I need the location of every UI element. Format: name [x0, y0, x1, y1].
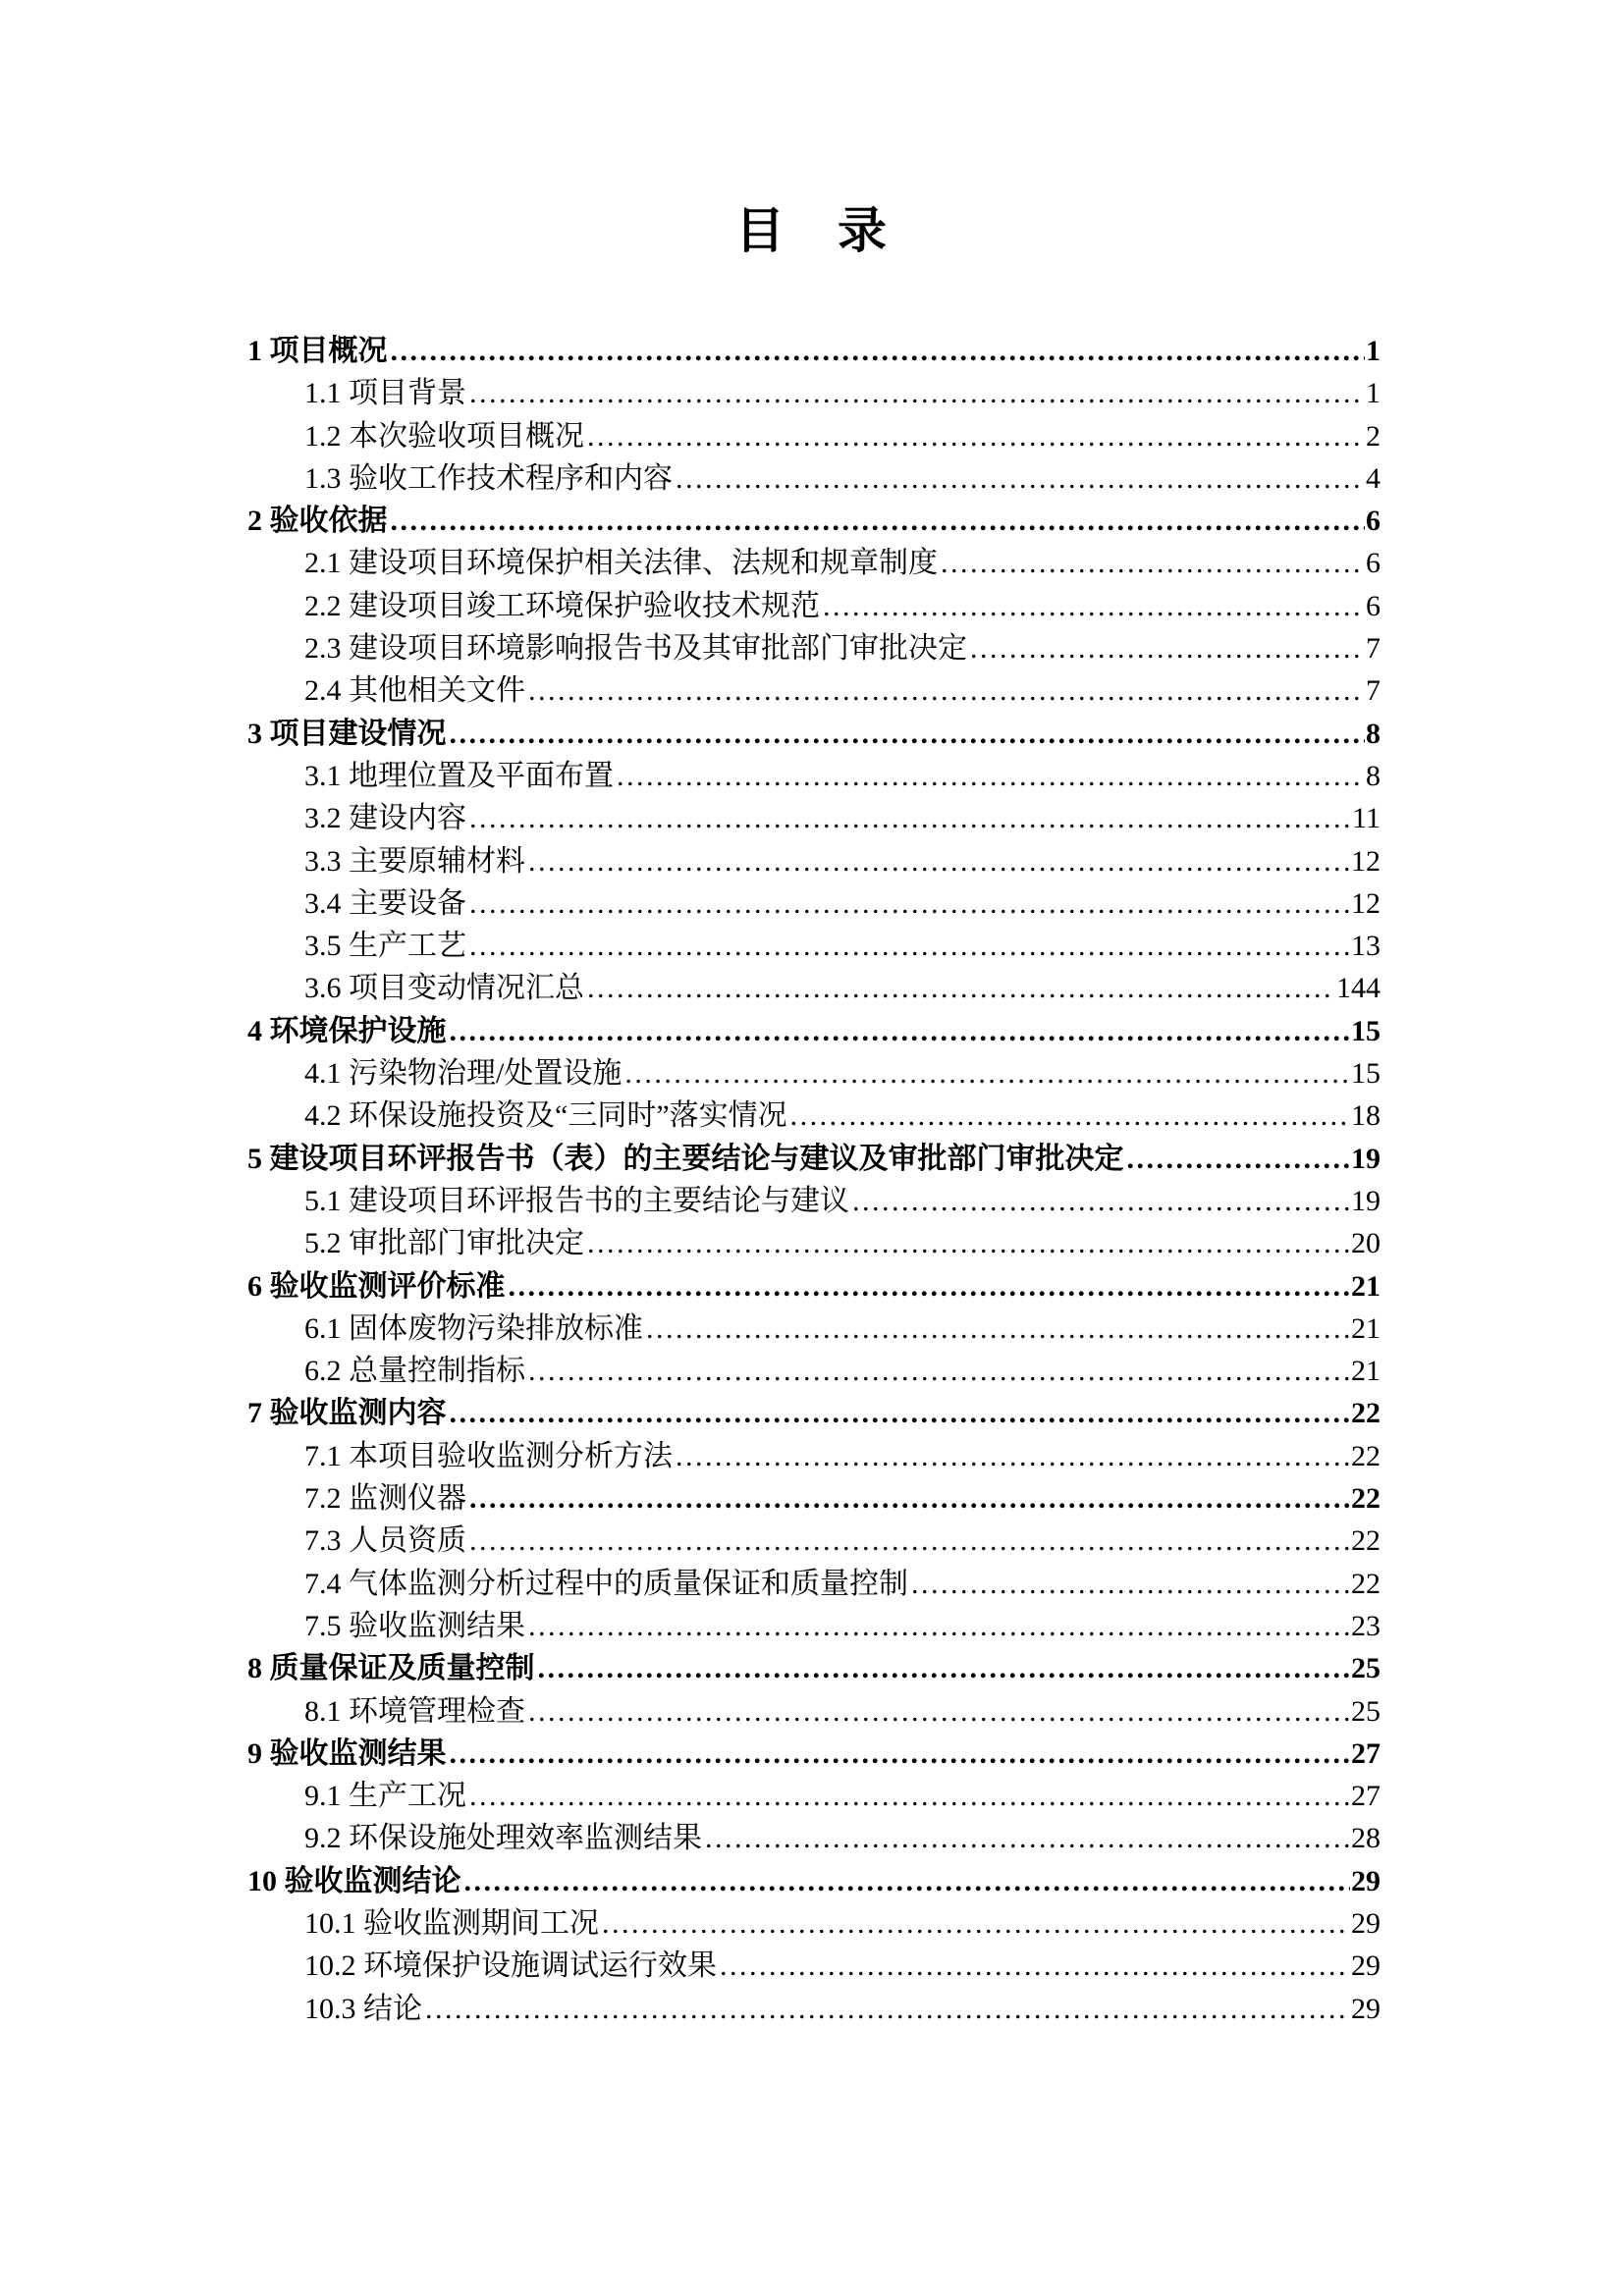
- toc-page-number: 4: [1366, 461, 1380, 495]
- toc-entry[interactable]: [247, 1775, 1380, 1817]
- toc-leader-dots: [528, 1690, 1350, 1733]
- toc-entry-label: 7.5 验收监测结果: [304, 1609, 525, 1642]
- toc-entry[interactable]: [247, 1010, 1380, 1052]
- toc-entry[interactable]: [247, 1392, 1380, 1434]
- toc-page-number: 19: [1351, 1142, 1380, 1175]
- toc-leader-dots: [587, 415, 1365, 457]
- toc-entry-label: 3 项目建设情况: [247, 717, 447, 750]
- toc-entry[interactable]: [247, 330, 1380, 372]
- toc-entry-label: 2.3 建设项目环境影响报告书及其审批部门审批决定: [304, 632, 967, 666]
- toc-page-number: 27: [1351, 1780, 1380, 1813]
- toc-page-number: 22: [1351, 1567, 1380, 1600]
- toc-page-number: 20: [1351, 1227, 1380, 1260]
- toc-page-number: 8: [1366, 717, 1380, 750]
- toc-entry-label: 9.2 环保设施处理效率监测结果: [304, 1822, 702, 1855]
- toc-leader-dots: [450, 1392, 1351, 1434]
- toc-leader-dots: [823, 585, 1365, 627]
- toc-entry-label: 5.1 建设项目环评报告书的主要结论与建议: [304, 1184, 849, 1217]
- toc-leader-dots: [391, 500, 1366, 542]
- toc-entry-label: 10.3 结论: [304, 1992, 422, 2025]
- toc-leader-dots: [528, 840, 1350, 882]
- toc-leader-dots: [852, 1180, 1350, 1222]
- toc-entry-label: 9.1 生产工况: [304, 1780, 466, 1813]
- toc-page-number: 29: [1351, 1992, 1380, 2025]
- toc-entry[interactable]: [247, 840, 1380, 882]
- toc-page-number: 27: [1351, 1736, 1380, 1770]
- toc-leader-dots: [617, 755, 1365, 797]
- toc-leader-dots: [469, 1775, 1350, 1817]
- toc-entry[interactable]: [247, 1988, 1380, 2030]
- toc-leader-dots: [941, 542, 1365, 584]
- toc-entry-label: 10 验收监测结论: [247, 1864, 461, 1897]
- toc-page-number: 1: [1366, 377, 1380, 410]
- toc-entry-label: 3.5 生产工艺: [304, 930, 466, 963]
- toc-entry-label: 8 质量保证及质量控制: [247, 1652, 535, 1685]
- toc-entry-label: 1.1 项目背景: [304, 377, 466, 410]
- toc-leader-dots: [528, 1350, 1350, 1392]
- toc-entry[interactable]: [247, 1265, 1380, 1308]
- toc-entry-label: 3.1 地理位置及平面布置: [304, 759, 614, 792]
- toc-entry-label: 7.3 人员资质: [304, 1524, 466, 1558]
- toc-entry[interactable]: [247, 1095, 1380, 1137]
- toc-entry[interactable]: [247, 1733, 1380, 1775]
- toc-leader-dots: [646, 1308, 1350, 1350]
- toc-entry[interactable]: [247, 1435, 1380, 1477]
- toc-leader-dots: [450, 1733, 1351, 1775]
- toc-entry-label: 6.2 总量控制指标: [304, 1355, 525, 1388]
- toc-leader-dots: [705, 1817, 1350, 1859]
- toc-entry-label: 3.3 主要原辅材料: [304, 844, 525, 878]
- toc-entry[interactable]: [247, 1052, 1380, 1095]
- toc-entry[interactable]: [247, 1860, 1380, 1902]
- toc-entry-label: 7.1 本项目验收监测分析方法: [304, 1439, 673, 1472]
- toc-leader-dots: [464, 1860, 1351, 1902]
- toc-page-number: 6: [1366, 589, 1380, 622]
- toc-page-number: 19: [1351, 1184, 1380, 1217]
- toc-entry[interactable]: [247, 1563, 1380, 1605]
- toc-page-number: 18: [1351, 1099, 1380, 1133]
- toc-entry[interactable]: [247, 415, 1380, 457]
- toc-leader-dots: [587, 967, 1335, 1009]
- toc-entry-label: 10.1 验收监测期间工况: [304, 1906, 599, 1940]
- toc-leader-dots: [970, 627, 1365, 669]
- toc-entry-label: 5.2 审批部门审批决定: [304, 1227, 584, 1260]
- toc-entry-label: 1 项目概况: [247, 335, 388, 367]
- toc-entry[interactable]: [247, 1477, 1380, 1520]
- toc-entry-label: 6.1 固体废物污染排放标准: [304, 1311, 643, 1345]
- toc-page-number: 1: [1366, 335, 1380, 367]
- toc-entry-label: 1.3 验收工作技术程序和内容: [304, 461, 673, 495]
- toc-entry-label: 6 验收监测评价标准: [247, 1269, 506, 1303]
- toc-leader-dots: [450, 713, 1366, 755]
- toc-page-number: 12: [1351, 886, 1380, 920]
- toc-leader-dots: [720, 1945, 1350, 1987]
- toc-leader-dots: [587, 1222, 1350, 1264]
- toc-entry-label: 3.6 项目变动情况汇总: [304, 972, 584, 1005]
- toc-leader-dots: [1127, 1138, 1351, 1180]
- toc-page-number: 22: [1351, 1439, 1380, 1472]
- toc-entry[interactable]: [247, 669, 1380, 712]
- toc-entry[interactable]: [247, 500, 1380, 542]
- toc-entry-label: 2.4 其他相关文件: [304, 674, 525, 708]
- toc-leader-dots: [528, 1605, 1350, 1647]
- toc-page-number: 7: [1366, 632, 1380, 666]
- toc-entry[interactable]: [247, 1350, 1380, 1392]
- toc-entry-label: 8.1 环境管理检查: [304, 1694, 525, 1728]
- toc-entry[interactable]: [247, 797, 1380, 839]
- toc-entry-label: 7.2 监测仪器: [304, 1482, 466, 1516]
- toc-page-number: 25: [1351, 1652, 1380, 1685]
- toc-page-number: 15: [1351, 1014, 1380, 1047]
- toc-page-number: 29: [1351, 1949, 1380, 1983]
- toc-entry-label: 4 环境保护设施: [247, 1014, 447, 1047]
- toc-leader-dots: [528, 669, 1365, 712]
- toc-page-number: 21: [1351, 1311, 1380, 1345]
- toc-entry[interactable]: [247, 542, 1380, 584]
- toc-leader-dots: [469, 925, 1350, 967]
- toc-entry[interactable]: [247, 1690, 1380, 1733]
- toc-page-number: 28: [1351, 1822, 1380, 1855]
- toc-entry-label: 7.4 气体监测分析过程中的质量保证和质量控制: [304, 1567, 908, 1600]
- toc-entry-label: 2.2 建设项目竣工环境保护验收技术规范: [304, 589, 820, 622]
- toc-leader-dots: [624, 1052, 1350, 1095]
- toc-leader-dots: [469, 1520, 1350, 1562]
- toc-entry-label: 4.1 污染物治理/处置设施: [304, 1057, 623, 1091]
- toc-page-number: 12: [1351, 844, 1380, 878]
- toc-leader-dots: [602, 1902, 1350, 1945]
- toc-leader-dots: [911, 1563, 1350, 1605]
- toc-entry[interactable]: [247, 1180, 1380, 1222]
- toc-entry-label: 2.1 建设项目环境保护相关法律、法规和规章制度: [304, 547, 938, 580]
- toc-page-number: 13: [1351, 930, 1380, 963]
- toc-page-number: 8: [1366, 759, 1380, 792]
- toc-entry-label: 2 验收依据: [247, 505, 388, 538]
- toc-entry-label: 1.2 本次验收项目概况: [304, 419, 584, 453]
- toc-entry[interactable]: [247, 1222, 1380, 1264]
- toc-entry[interactable]: [247, 925, 1380, 967]
- toc-entry[interactable]: [247, 713, 1380, 755]
- toc-page-number: 144: [1336, 972, 1380, 1005]
- toc-entry[interactable]: [247, 372, 1380, 414]
- toc-entry[interactable]: [247, 627, 1380, 669]
- toc-page-number: 6: [1366, 505, 1380, 538]
- toc-entry[interactable]: [247, 1945, 1380, 1987]
- table-of-contents: [247, 330, 1380, 2030]
- toc-leader-dots: [790, 1095, 1350, 1137]
- toc-entry[interactable]: [247, 967, 1380, 1009]
- toc-page-number: 6: [1366, 547, 1380, 580]
- toc-page-number: 29: [1351, 1864, 1380, 1897]
- toc-page-number: 2: [1366, 419, 1380, 453]
- toc-page-number: 25: [1351, 1694, 1380, 1728]
- toc-entry-label: 3.4 主要设备: [304, 886, 466, 920]
- toc-entry[interactable]: [247, 1647, 1380, 1689]
- toc-entry[interactable]: [247, 585, 1380, 627]
- toc-leader-dots: [469, 797, 1351, 839]
- toc-entry-label: 3.2 建设内容: [304, 802, 466, 835]
- toc-page-number: 21: [1351, 1269, 1380, 1303]
- toc-leader-dots: [676, 1435, 1350, 1477]
- toc-entry[interactable]: [247, 755, 1380, 797]
- toc-leader-dots: [450, 1010, 1351, 1052]
- toc-page-number: 22: [1351, 1482, 1380, 1516]
- toc-page-number: 7: [1366, 674, 1380, 708]
- toc-page-number: 11: [1352, 802, 1380, 835]
- toc-entry-label: 9 验收监测结果: [247, 1736, 447, 1770]
- toc-entry[interactable]: [247, 457, 1380, 500]
- toc-entry[interactable]: [247, 1902, 1380, 1945]
- page-title: 目 录: [735, 203, 889, 258]
- toc-leader-dots: [538, 1647, 1351, 1689]
- toc-page-number: 23: [1351, 1609, 1380, 1642]
- toc-entry[interactable]: [247, 1520, 1380, 1562]
- toc-leader-dots: [469, 882, 1350, 925]
- toc-entry-label: 5 建设项目环评报告书（表）的主要结论与建议及审批部门审批决定: [247, 1142, 1124, 1175]
- toc-entry[interactable]: [247, 1308, 1380, 1350]
- toc-leader-dots: [509, 1265, 1351, 1308]
- toc-leader-dots: [469, 372, 1365, 414]
- toc-page-number: 22: [1351, 1397, 1380, 1430]
- toc-entry[interactable]: [247, 882, 1380, 925]
- toc-entry-label: 7 验收监测内容: [247, 1397, 447, 1430]
- toc-leader-dots: [469, 1477, 1350, 1520]
- toc-entry[interactable]: [247, 1605, 1380, 1647]
- toc-page-number: 15: [1351, 1057, 1380, 1091]
- toc-page-number: 21: [1351, 1355, 1380, 1388]
- toc-entry[interactable]: [247, 1138, 1380, 1180]
- toc-leader-dots: [391, 330, 1366, 372]
- toc-leader-dots: [676, 457, 1365, 500]
- toc-entry-label: 10.2 环境保护设施调试运行效果: [304, 1949, 717, 1983]
- toc-page-number: 22: [1351, 1524, 1380, 1558]
- toc-page-number: 29: [1351, 1906, 1380, 1940]
- toc-entry[interactable]: [247, 1817, 1380, 1859]
- toc-entry-label: 4.2 环保设施投资及“三同时”落实情况: [304, 1099, 787, 1133]
- toc-leader-dots: [425, 1988, 1350, 2030]
